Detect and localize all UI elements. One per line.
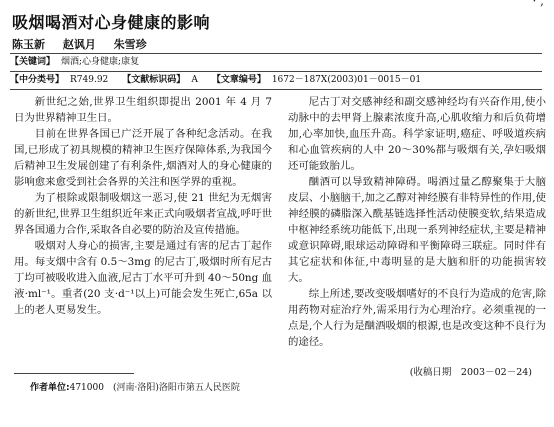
clc-value: R749.92 bbox=[70, 75, 109, 85]
keywords-value: 烟酒;心身健康;康复 bbox=[61, 57, 140, 67]
body-paragraph: 为了根除或限制吸烟这一恶习,使 21 世纪为无烟害的新世纪,世界卫生组织近年来正式向吸烟者宣战,呼吁世界各国通力合作,采取各自必要的防治及宣传措施。 bbox=[14, 192, 272, 236]
author-affiliation-footnote bbox=[30, 380, 240, 393]
article-metadata bbox=[10, 53, 542, 90]
article-id-label: 【文章编号】 bbox=[211, 75, 266, 85]
received-date: (收稿日期 2003－02－24) bbox=[409, 367, 532, 378]
footnote-value: 471000 (河南·洛阳)洛阳市第五人民医院 bbox=[69, 383, 240, 393]
doc-code-value: A bbox=[191, 75, 198, 85]
body-paragraph: 尼古丁对交感神经和副交感神经均有兴奋作用,使小动脉中的去甲肾上腺素浓度升高,心肌收缩力和后负荷增加,心率加快,血压升高。科学家证明,癌症、呼吸道疾病和心血管疾病的人中 20～30%都与吸烟有关,孕妇吸烟还可能致胎儿。 bbox=[288, 96, 546, 172]
body-paragraph: 酗酒可以导致精神障碍。喝酒过量乙醇聚集于大脑皮层、小脑脑干,加之乙醇对神经膜有非特异性的作用,使神经膜的磷脂深入酰基链选择性活动使膜变软,结果造成中枢神经系统功能低下,出现一系列神经症状,主要是精神或意识障碍,眼球运动障碍和平衡障碍三联症。同时伴有其它症状和体征,中毒明显的是大脑和肝的功能损害较大。 bbox=[288, 176, 546, 284]
body-paragraph: 目前在世界各国已广泛开展了各种纪念活动。在我国,已形成了初具规模的精神卫生医疗保障体系,为我国今后精神卫生发展创建了有利条件,烟酒对人的身心健康的影响愈来愈受到社会各界的关注和医学界的重视。 bbox=[14, 128, 272, 188]
keywords-label: 【关键词】 bbox=[10, 57, 56, 67]
left-text-column bbox=[14, 94, 272, 318]
footnote-divider bbox=[14, 373, 134, 374]
page-corner-marks: · , bbox=[532, 0, 544, 8]
doc-code-label: 【文献标识码】 bbox=[122, 75, 186, 85]
author-list bbox=[12, 36, 161, 52]
article-title: 吸烟喝酒对心身健康的影响 bbox=[12, 13, 211, 32]
author-name: 赵讽月 bbox=[62, 38, 96, 51]
article-id-value: 1672－187X(2003)01－0015－01 bbox=[271, 75, 422, 85]
right-text-column bbox=[288, 94, 546, 350]
keywords-row bbox=[10, 53, 542, 71]
clc-label: 【中分类号】 bbox=[10, 75, 65, 85]
footnote-label: 作者单位: bbox=[30, 383, 70, 393]
classification-row bbox=[10, 71, 542, 90]
body-paragraph: 综上所述,要改变吸烟嗜好的不良行为造成的危害,除用药物对症治疗外,需采用行为心理治疗。必须重视的一点是,个人行为是酗酒吸烟的根源,也是改变这种不良行为的途径。 bbox=[288, 288, 546, 348]
body-paragraph: 吸烟对人身心的损害,主要是通过有害的尼古丁起作用。每支烟中含有 0.5～3mg 的尼古丁,吸烟时所有尼古丁均可被吸收进入血液,尼古丁水平可升到 40～50ng 血液·ml⁻¹。重者(20 支·d⁻¹以上)可能会发生死亡,65a 以上的老人更易发生。 bbox=[14, 240, 272, 316]
body-paragraph: 新世纪之始,世界卫生组织即提出 2001 年 4 月 7 日为世界精神卫生日。 bbox=[14, 96, 272, 124]
author-name: 朱雪珍 bbox=[113, 38, 147, 51]
author-name: 陈玉新 bbox=[12, 38, 45, 51]
